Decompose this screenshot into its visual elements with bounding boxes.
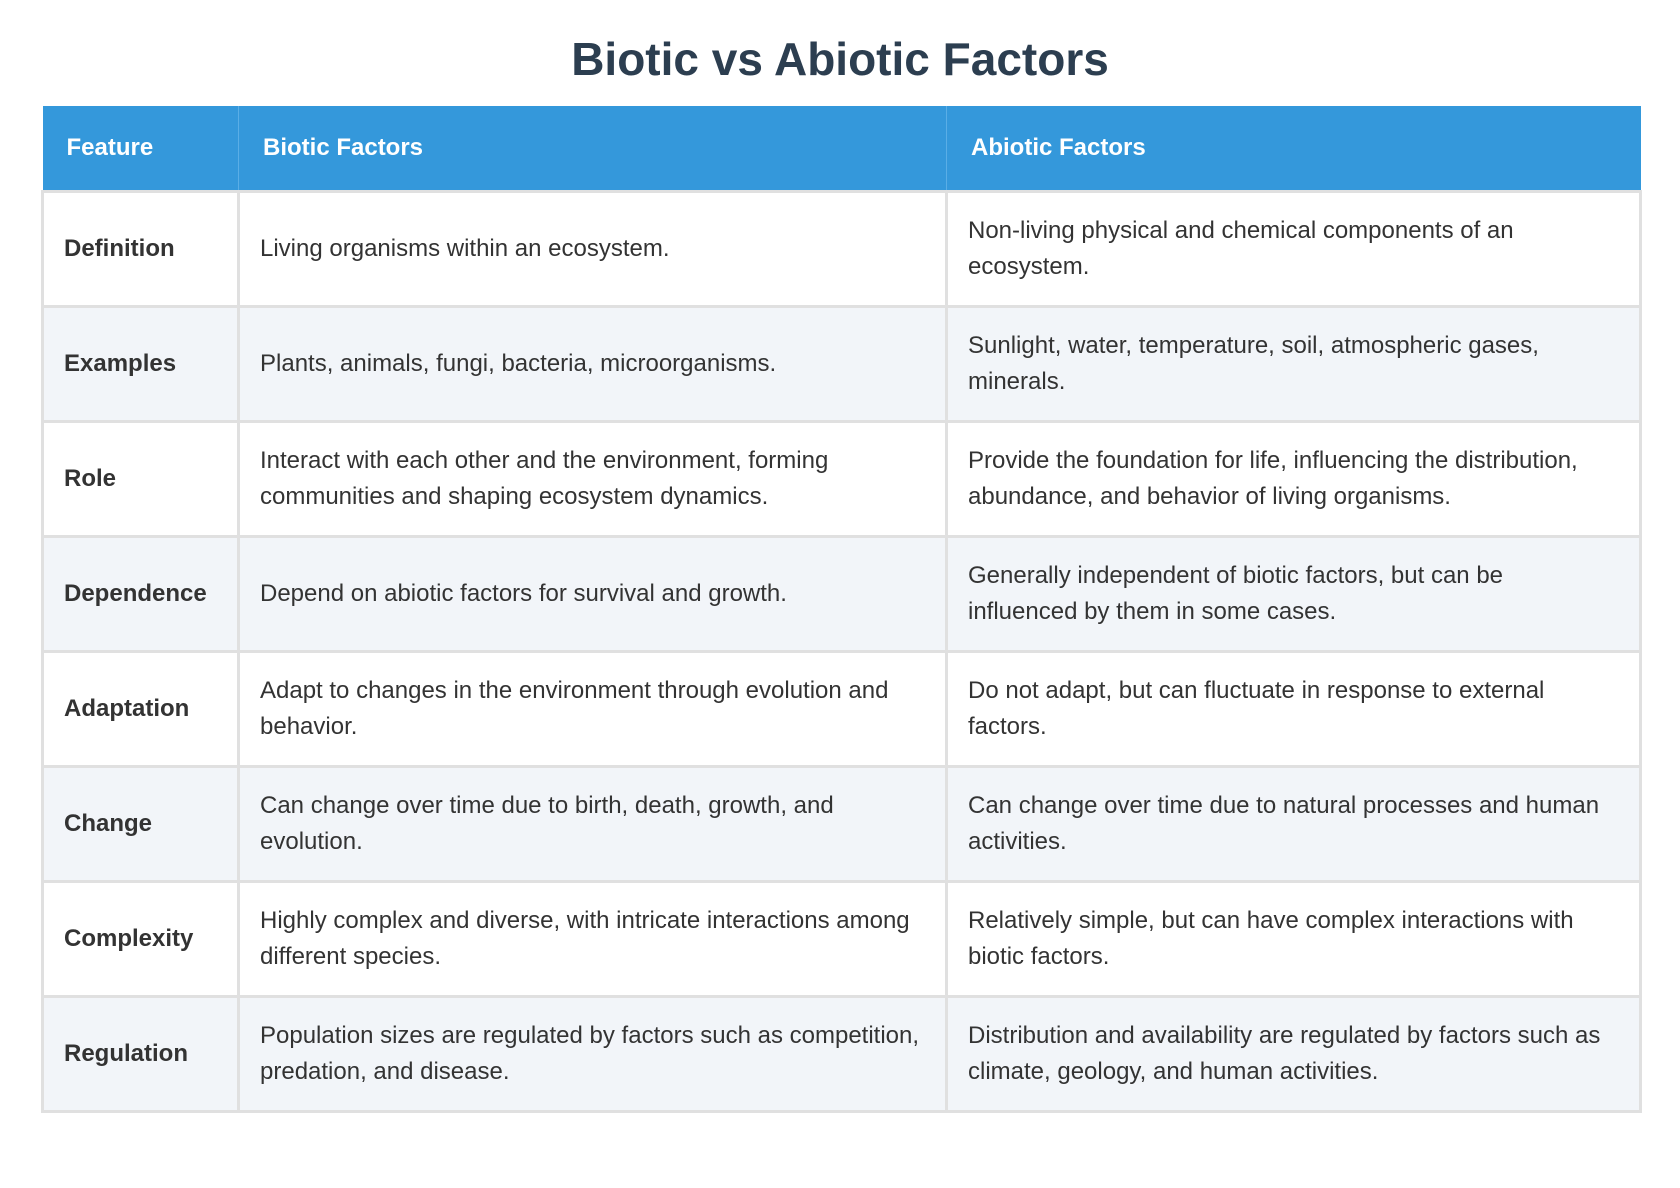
- biotic-cell: Interact with each other and the environment, forming communities and shaping ecosystem dynamics.: [239, 421, 947, 536]
- row-feature: Definition: [43, 191, 239, 306]
- table-row: [43, 306, 1641, 421]
- table-row: [43, 536, 1641, 651]
- biotic-cell: Living organisms within an ecosystem.: [239, 191, 947, 306]
- biotic-cell: Population sizes are regulated by factors such as competition, predation, and disease.: [239, 996, 947, 1111]
- abiotic-cell: Generally independent of biotic factors, but can be influenced by them in some cases.: [947, 536, 1641, 651]
- abiotic-cell: Provide the foundation for life, influencing the distribution, abundance, and behavior of living organisms.: [947, 421, 1641, 536]
- header-biotic: Biotic Factors: [239, 106, 947, 191]
- abiotic-cell: Sunlight, water, temperature, soil, atmospheric gases, minerals.: [947, 306, 1641, 421]
- header-feature: Feature: [43, 106, 239, 191]
- abiotic-cell: Do not adapt, but can fluctuate in response to external factors.: [947, 651, 1641, 766]
- table-row: [43, 421, 1641, 536]
- biotic-cell: Adapt to changes in the environment through evolution and behavior.: [239, 651, 947, 766]
- row-feature: Adaptation: [43, 651, 239, 766]
- abiotic-cell: Relatively simple, but can have complex interactions with biotic factors.: [947, 881, 1641, 996]
- page-title: Biotic vs Abiotic Factors: [571, 33, 1109, 85]
- row-feature: Examples: [43, 306, 239, 421]
- comparison-table: [41, 106, 1642, 1113]
- biotic-cell: Can change over time due to birth, death, growth, and evolution.: [239, 766, 947, 881]
- table-row: [43, 881, 1641, 996]
- row-feature: Regulation: [43, 996, 239, 1111]
- table-row: [43, 651, 1641, 766]
- header-row: [43, 106, 1641, 191]
- table-row: [43, 996, 1641, 1111]
- table-row: [43, 191, 1641, 306]
- biotic-cell: Depend on abiotic factors for survival and growth.: [239, 536, 947, 651]
- biotic-cell: Plants, animals, fungi, bacteria, microorganisms.: [239, 306, 947, 421]
- abiotic-cell: Can change over time due to natural processes and human activities.: [947, 766, 1641, 881]
- row-feature: Dependence: [43, 536, 239, 651]
- row-feature: Complexity: [43, 881, 239, 996]
- table-row: [43, 766, 1641, 881]
- abiotic-cell: Non-living physical and chemical components of an ecosystem.: [947, 191, 1641, 306]
- header-abiotic: Abiotic Factors: [947, 106, 1641, 191]
- biotic-cell: Highly complex and diverse, with intricate interactions among different species.: [239, 881, 947, 996]
- row-feature: Change: [43, 766, 239, 881]
- row-feature: Role: [43, 421, 239, 536]
- abiotic-cell: Distribution and availability are regulated by factors such as climate, geology, and human activities.: [947, 996, 1641, 1111]
